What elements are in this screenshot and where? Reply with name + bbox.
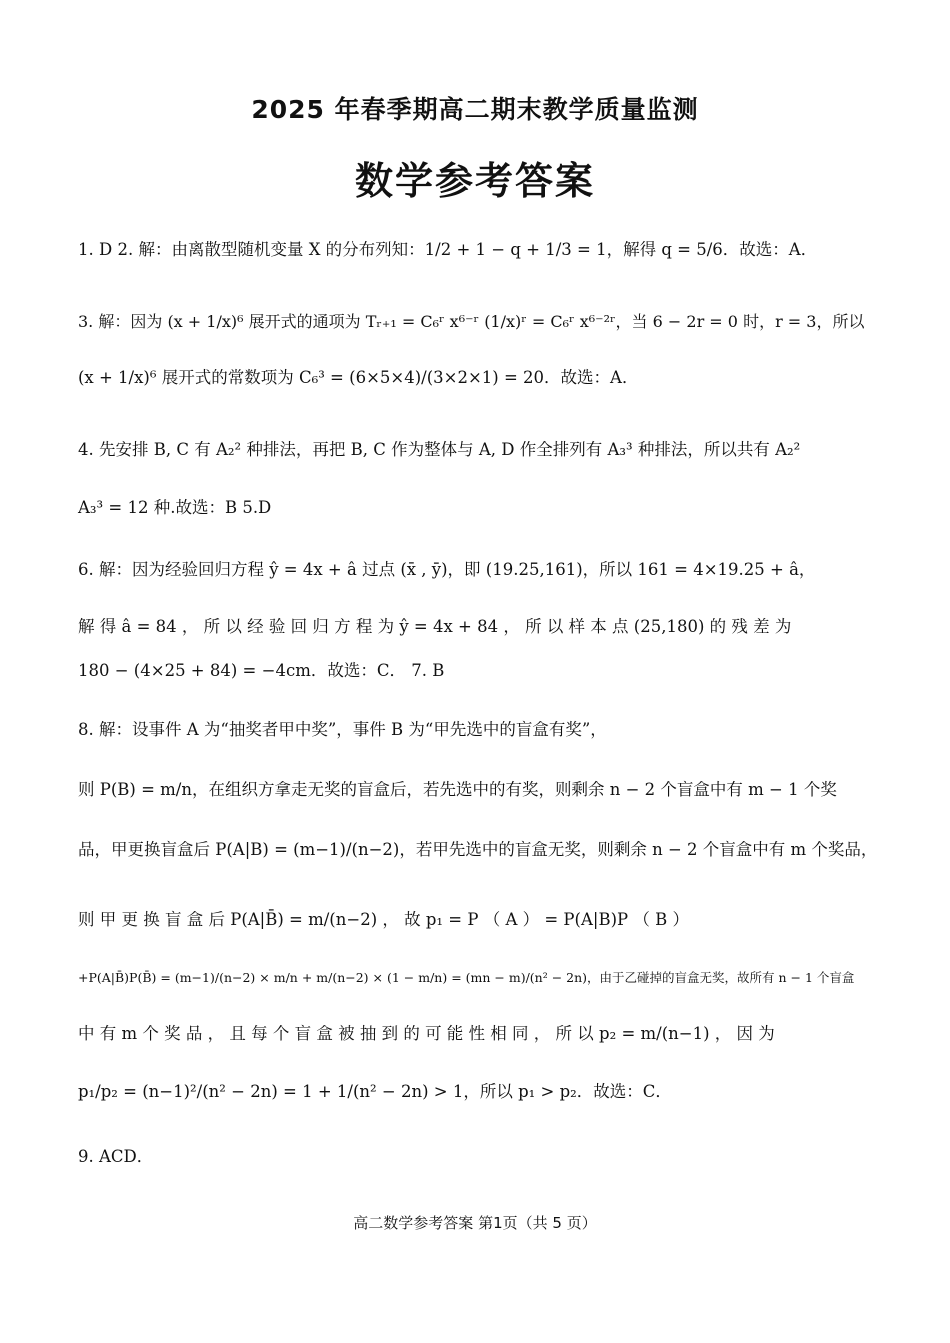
page-subtitle: 数学参考答案 — [354, 159, 595, 203]
answer-line-3a: 3. 解：因为 (x + 1/x)⁶ 展开式的通项为 Tᵣ₊₁ = C₆ʳ x⁶⁻ʳ (1/x)ʳ = C₆ʳ x⁶⁻²ʳ，当 6 − 2r = 0 时，r = 3，所以 — [78, 312, 865, 331]
answer-line-4b: A₃³ = 12 种.故选：B 5.D — [78, 498, 272, 517]
answer-line-6b: 解 得 â = 84 ， 所 以 经 验 回 归 方 程 为 ŷ = 4x + 84 ， 所 以 样 本 点 (25,180) 的 残 差 为 — [78, 617, 792, 636]
answer-line-8a: 8. 解：设事件 A 为“抽奖者甲中奖”，事件 B 为“甲先选中的盲盒有奖”， — [78, 720, 607, 739]
answer-line-8d: 则 甲 更 换 盲 盒 后 P(A|B̄) = m/(n−2) ， 故 p₁ = P （ A ） = P(A|B)P （ B ） — [78, 910, 689, 929]
answer-line-4a: 4. 先安排 B, C 有 A₂² 种排法，再把 B, C 作为整体与 A, D 作全排列有 A₃³ 种排法，所以共有 A₂² — [78, 440, 801, 459]
answer-line-3b: (x + 1/x)⁶ 展开式的常数项为 C₆³ = (6×5×4)/(3×2×1) = 20．故选：A． — [78, 368, 639, 387]
answer-line-9: 9. ACD． — [78, 1147, 154, 1166]
page-footer: 高二数学参考答案 第1页（共 5 页） — [353, 1214, 597, 1232]
answer-line-8b: 则 P(B) = m/n，在组织方拿走无奖的盲盒后，若先选中的有奖，则剩余 n − 2 个盲盒中有 m − 1 个奖 — [78, 780, 837, 799]
answer-line-1-2: 1. D 2. 解：由离散型随机变量 X 的分布列知：1/2 + 1 − q + 1/3 = 1，解得 q = 5/6．故选：A． — [78, 240, 818, 259]
answer-line-8g: p₁/p₂ = (n−1)²/(n² − 2n) = 1 + 1/(n² − 2n) > 1，所以 p₁ > p₂．故选：C． — [78, 1082, 672, 1101]
answer-line-6c: 180 − (4×25 + 84) = −4cm．故选：C． 7. B — [78, 661, 445, 680]
answer-line-6a: 6. 解：因为经验回归方程 ŷ = 4x + â 过点 (x̄ , ȳ)，即 (19.25,161)，所以 161 = 4×19.25 + â， — [78, 560, 816, 579]
answer-line-8c: 品，甲更换盲盒后 P(A|B) = (m−1)/(n−2)，若甲先选中的盲盒无奖，则剩余 n − 2 个盲盒中有 m 个奖品， — [78, 840, 878, 859]
answer-line-8f: 中 有 m 个 奖 品 ， 且 每 个 盲 盒 被 抽 到 的 可 能 性 相 同 ， 所 以 p₂ = m/(n−1) ， 因 为 — [78, 1024, 775, 1043]
answer-line-8e: +P(A|B̄)P(B̄) = (m−1)/(n−2) × m/n + m/(n−2) × (1 − m/n) = (mn − m)/(n² − 2n)，由于乙碰掉的盲盒无奖，故所有 n − 1 个盲盒 — [78, 970, 855, 985]
page-title: 2025 年春季期高二期末教学质量监测 — [251, 95, 699, 124]
